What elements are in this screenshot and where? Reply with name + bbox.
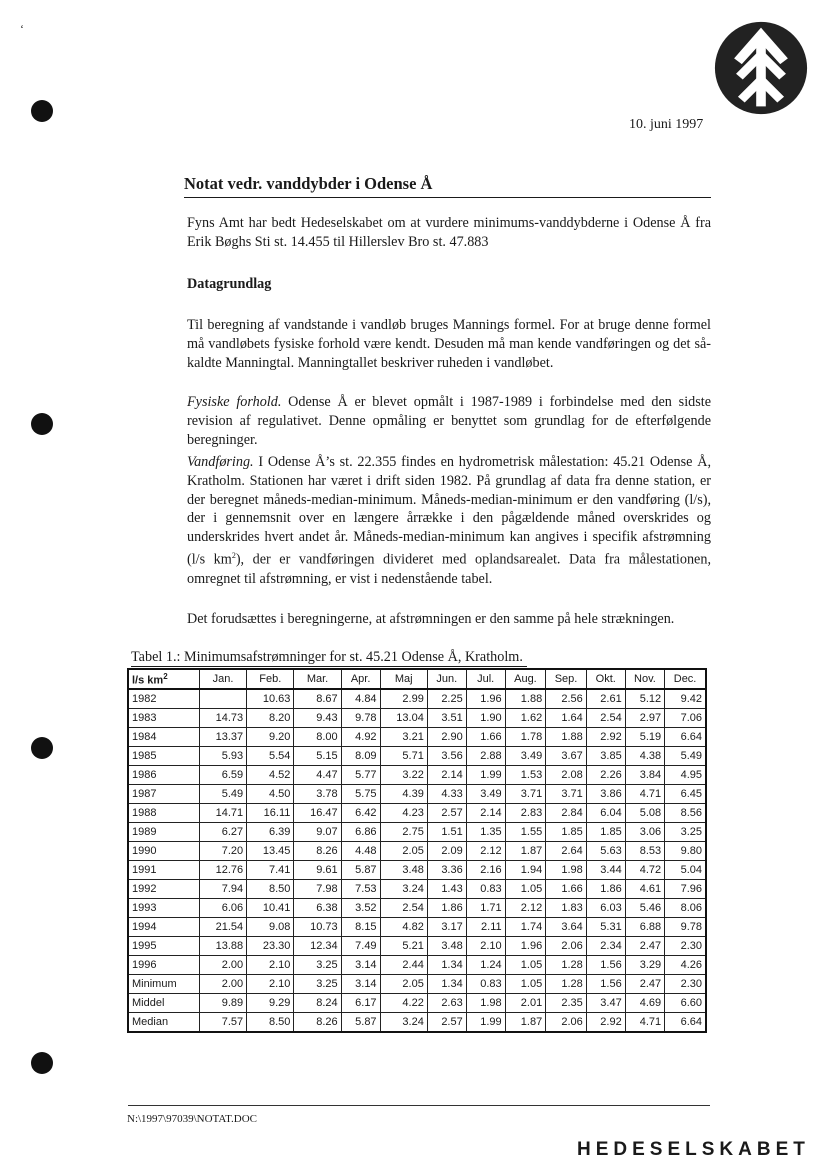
table-cell: 8.67 — [294, 689, 341, 709]
table-cell: 3.48 — [380, 861, 427, 880]
table-cell: 2.09 — [427, 842, 466, 861]
table-cell: 2.26 — [586, 766, 625, 785]
table-cell: 1.64 — [546, 709, 587, 728]
row-label: 1987 — [128, 785, 199, 804]
table-cell: 3.44 — [586, 861, 625, 880]
table-cell: 2.10 — [247, 956, 294, 975]
vandforing-superscript: 2 — [231, 550, 236, 560]
table-cell: 5.87 — [341, 1013, 380, 1033]
table-cell: 3.17 — [427, 918, 466, 937]
row-label: 1992 — [128, 880, 199, 899]
table-cell: 1.05 — [505, 956, 546, 975]
table-cell: 3.52 — [341, 899, 380, 918]
table-cell: 3.21 — [380, 728, 427, 747]
brand-name: HEDESELSKABET — [577, 1139, 810, 1160]
table-cell: 2.30 — [665, 975, 706, 994]
row-label: 1996 — [128, 956, 199, 975]
table-cell: 5.71 — [380, 747, 427, 766]
table-cell: 5.46 — [625, 899, 664, 918]
table-cell: 2.57 — [427, 804, 466, 823]
table-cell: 5.49 — [665, 747, 706, 766]
month-header: Nov. — [625, 669, 664, 689]
table-cell: 6.39 — [247, 823, 294, 842]
table-cell: 5.19 — [625, 728, 664, 747]
table-cell: 1.71 — [466, 899, 505, 918]
page-title: Notat vedr. vanddybder i Odense Å — [184, 174, 711, 198]
table-cell: 2.64 — [546, 842, 587, 861]
assumption-paragraph: Det forudsættes i beregningerne, at afstrømningen er den samme på hele strækningen. — [187, 611, 675, 627]
table-cell: 2.05 — [380, 975, 427, 994]
table-cell: 13.04 — [380, 709, 427, 728]
table-cell: 3.67 — [546, 747, 587, 766]
table-cell: 21.54 — [199, 918, 246, 937]
table-cell: 5.93 — [199, 747, 246, 766]
document-date: 10. juni 1997 — [629, 117, 704, 132]
table-caption: Tabel 1.: Minimumsafstrømninger for st. 45.21 Odense Å, Kratholm. — [131, 649, 527, 667]
table-cell: 2.61 — [586, 689, 625, 709]
table-cell: 2.11 — [466, 918, 505, 937]
table-cell: 5.49 — [199, 785, 246, 804]
table-cell: 14.73 — [199, 709, 246, 728]
table-cell: 9.78 — [665, 918, 706, 937]
table-cell: 7.57 — [199, 1013, 246, 1033]
table-cell: 1.86 — [586, 880, 625, 899]
table-row — [128, 975, 706, 994]
table-cell: 1.99 — [466, 1013, 505, 1033]
table-cell: 1.88 — [546, 728, 587, 747]
table-row — [128, 1013, 706, 1033]
table-cell: 1.34 — [427, 975, 466, 994]
table-cell: 5.75 — [341, 785, 380, 804]
table-cell: 6.42 — [341, 804, 380, 823]
row-label: 1983 — [128, 709, 199, 728]
table-cell: 5.04 — [665, 861, 706, 880]
table-cell: 4.48 — [341, 842, 380, 861]
table-cell: 2.35 — [546, 994, 587, 1013]
vandforing-paragraph — [187, 453, 711, 588]
table-cell: 2.08 — [546, 766, 587, 785]
table-cell: 6.27 — [199, 823, 246, 842]
table-cell: 9.29 — [247, 994, 294, 1013]
table-cell: 6.60 — [665, 994, 706, 1013]
table-row — [128, 861, 706, 880]
table-cell: 4.26 — [665, 956, 706, 975]
table-cell: 2.54 — [586, 709, 625, 728]
table-cell: 1.66 — [466, 728, 505, 747]
table-cell: 3.24 — [380, 880, 427, 899]
fysiske-forhold-paragraph — [187, 393, 711, 449]
table-cell: 6.64 — [665, 728, 706, 747]
table-cell: 8.00 — [294, 728, 341, 747]
table-cell: 1.96 — [466, 689, 505, 709]
table-cell: 3.25 — [294, 975, 341, 994]
month-header: Apr. — [341, 669, 380, 689]
table-cell: 4.69 — [625, 994, 664, 1013]
table-cell: 10.41 — [247, 899, 294, 918]
table-cell: 3.56 — [427, 747, 466, 766]
table-cell: 7.94 — [199, 880, 246, 899]
table-cell: 2.06 — [546, 1013, 587, 1033]
row-label: 1982 — [128, 689, 199, 709]
row-label: 1985 — [128, 747, 199, 766]
table-cell: 4.38 — [625, 747, 664, 766]
fysiske-forhold-text: Odense Å er blevet opmålt i 1987-1989 i forbindelse med den sidste revision af regulativet. Denne opmåling er benyttet som grundlag for de efterfølgende beregninger. — [187, 394, 711, 448]
table-cell: 4.84 — [341, 689, 380, 709]
table-cell: 3.78 — [294, 785, 341, 804]
table-cell: 1.51 — [427, 823, 466, 842]
table-cell: 13.37 — [199, 728, 246, 747]
vandforing-text-2: ), der er vandføringen divideret med oplandsarealet. Data fra målestationen, omregnet til afstrømning, er vist i nedenstående tabel. — [187, 551, 711, 587]
row-label: 1989 — [128, 823, 199, 842]
table-cell: 6.45 — [665, 785, 706, 804]
runoff-table — [127, 668, 707, 1033]
table-cell: 6.04 — [586, 804, 625, 823]
table-cell: 8.50 — [247, 1013, 294, 1033]
table-cell: 2.10 — [247, 975, 294, 994]
table-cell: 8.15 — [341, 918, 380, 937]
table-cell: 9.78 — [341, 709, 380, 728]
month-header: Jun. — [427, 669, 466, 689]
table-cell: 2.63 — [427, 994, 466, 1013]
row-label: Middel — [128, 994, 199, 1013]
table-cell: 4.52 — [247, 766, 294, 785]
table-row — [128, 937, 706, 956]
table-cell: 1.98 — [546, 861, 587, 880]
table-cell: 2.75 — [380, 823, 427, 842]
table-row — [128, 747, 706, 766]
table-cell: 6.38 — [294, 899, 341, 918]
month-header: Jul. — [466, 669, 505, 689]
table-cell: 3.25 — [665, 823, 706, 842]
table-cell: 6.86 — [341, 823, 380, 842]
table-cell: 13.45 — [247, 842, 294, 861]
table-cell: 1.99 — [466, 766, 505, 785]
row-label: Minimum — [128, 975, 199, 994]
table-cell: 9.07 — [294, 823, 341, 842]
table-cell: 2.05 — [380, 842, 427, 861]
table-cell: 1.05 — [505, 880, 546, 899]
table-cell: 1.53 — [505, 766, 546, 785]
table-row — [128, 918, 706, 937]
row-label: 1986 — [128, 766, 199, 785]
table-cell: 2.01 — [505, 994, 546, 1013]
table-cell: 9.80 — [665, 842, 706, 861]
table-cell: 4.39 — [380, 785, 427, 804]
table-row — [128, 842, 706, 861]
table-row — [128, 899, 706, 918]
margin-mark: ‘ — [20, 22, 24, 36]
table-cell: 2.34 — [586, 937, 625, 956]
row-label: 1990 — [128, 842, 199, 861]
table-cell: 4.71 — [625, 785, 664, 804]
table-cell: 7.98 — [294, 880, 341, 899]
table-cell: 3.71 — [505, 785, 546, 804]
table-cell: 1.24 — [466, 956, 505, 975]
table-cell: 7.20 — [199, 842, 246, 861]
table-cell: 3.36 — [427, 861, 466, 880]
table-cell: 3.49 — [505, 747, 546, 766]
table-cell: 3.14 — [341, 975, 380, 994]
table-cell: 0.83 — [466, 880, 505, 899]
table-cell: 4.22 — [380, 994, 427, 1013]
table-cell: 14.71 — [199, 804, 246, 823]
table-cell: 4.92 — [341, 728, 380, 747]
fysiske-forhold-label: Fysiske forhold. — [187, 394, 282, 410]
table-cell: 8.24 — [294, 994, 341, 1013]
table-cell: 8.20 — [247, 709, 294, 728]
table-cell: 4.71 — [625, 1013, 664, 1033]
table-cell: 6.88 — [625, 918, 664, 937]
row-label: 1995 — [128, 937, 199, 956]
table-cell: 1.43 — [427, 880, 466, 899]
month-header: Mar. — [294, 669, 341, 689]
table-row — [128, 728, 706, 747]
row-label: 1988 — [128, 804, 199, 823]
month-header: Aug. — [505, 669, 546, 689]
table-cell: 3.25 — [294, 956, 341, 975]
table-cell: 1.62 — [505, 709, 546, 728]
table-cell: 1.88 — [505, 689, 546, 709]
table-cell: 4.61 — [625, 880, 664, 899]
hedeselskabet-logo — [713, 20, 809, 116]
table-row — [128, 709, 706, 728]
table-cell: 3.51 — [427, 709, 466, 728]
table-cell: 3.14 — [341, 956, 380, 975]
table-cell: 0.83 — [466, 975, 505, 994]
table-cell: 2.14 — [466, 804, 505, 823]
table-cell: 6.64 — [665, 1013, 706, 1033]
table-cell: 9.43 — [294, 709, 341, 728]
table-cell: 1.35 — [466, 823, 505, 842]
table-row — [128, 785, 706, 804]
footer-rule — [128, 1105, 710, 1106]
table-cell: 5.12 — [625, 689, 664, 709]
table-cell: 1.86 — [427, 899, 466, 918]
table-cell: 4.33 — [427, 785, 466, 804]
table-cell — [199, 689, 246, 709]
row-label: 1984 — [128, 728, 199, 747]
table-cell: 6.17 — [341, 994, 380, 1013]
table-cell: 3.85 — [586, 747, 625, 766]
table-unit-header: l/s $km^2$ — [128, 669, 199, 689]
section-heading-datagrundlag: Datagrundlag — [187, 276, 272, 292]
table-cell: 3.47 — [586, 994, 625, 1013]
table-cell: 2.00 — [199, 975, 246, 994]
table-row — [128, 956, 706, 975]
table-cell: 16.11 — [247, 804, 294, 823]
table-cell: 4.95 — [665, 766, 706, 785]
table-cell: 2.88 — [466, 747, 505, 766]
table-cell: 1.74 — [505, 918, 546, 937]
table-cell: 2.92 — [586, 1013, 625, 1033]
table-cell: 1.28 — [546, 975, 587, 994]
table-cell: 2.44 — [380, 956, 427, 975]
table-cell: 1.96 — [505, 937, 546, 956]
table-cell: 13.88 — [199, 937, 246, 956]
table-cell: 23.30 — [247, 937, 294, 956]
table-cell: 12.34 — [294, 937, 341, 956]
table-cell: 2.92 — [586, 728, 625, 747]
table-cell: 5.21 — [380, 937, 427, 956]
table-cell: 9.08 — [247, 918, 294, 937]
vandforing-label: Vandføring. — [187, 454, 254, 470]
table-cell: 2.56 — [546, 689, 587, 709]
table-cell: 7.49 — [341, 937, 380, 956]
table-cell: 4.82 — [380, 918, 427, 937]
month-header: Dec. — [665, 669, 706, 689]
month-header: Okt. — [586, 669, 625, 689]
table-cell: 2.90 — [427, 728, 466, 747]
table-header-row — [128, 669, 706, 689]
table-cell: 3.64 — [546, 918, 587, 937]
vandforing-text-1: I Odense Å’s st. 22.355 findes en hydrometrisk målestation: 45.21 Odense Å, Kratholm. Stationen har været i drift siden 1982. På grundlag af data fra denne station, er der beregnet måneds-median-minimum. Måneds-median-minimum er den vandføring (l/s), der i gennemsnit over en længere årrække i den pågældende måned overskrides og underskrides hvert andet år. Måneds-median-minimum kan angives i specifik afstrømning (l/s km — [187, 454, 711, 568]
table-cell: 2.84 — [546, 804, 587, 823]
table-row — [128, 880, 706, 899]
table-cell: 2.30 — [665, 937, 706, 956]
table-body — [128, 689, 706, 1032]
table-cell: 1.66 — [546, 880, 587, 899]
table-cell: 2.47 — [625, 937, 664, 956]
intro-paragraph: Fyns Amt har bedt Hedeselskabet om at vurdere minimums-vanddybderne i Odense Å fra Erik Bøghs Sti st. 14.455 til Hillerslev Bro st. 47.883 — [187, 215, 711, 250]
table-cell: 3.24 — [380, 1013, 427, 1033]
table-cell: 3.49 — [466, 785, 505, 804]
table-cell: 3.71 — [546, 785, 587, 804]
table-cell: 5.15 — [294, 747, 341, 766]
table-cell: 5.87 — [341, 861, 380, 880]
table-row — [128, 689, 706, 709]
table-cell: 2.57 — [427, 1013, 466, 1033]
table-cell: 2.00 — [199, 956, 246, 975]
table-cell: 7.41 — [247, 861, 294, 880]
table-cell: 6.03 — [586, 899, 625, 918]
table-cell: 4.50 — [247, 785, 294, 804]
table-cell: 1.55 — [505, 823, 546, 842]
table-cell: 2.47 — [625, 975, 664, 994]
month-header: Sep. — [546, 669, 587, 689]
manning-paragraph: Til beregning af vandstande i vandløb bruges Mannings formel. For at bruge denne formel må vandløbets fysiske forhold være kendt. Desuden må man kende vandføringen og det så-kaldte Manningtal. Manningtallet beskriver ruheden i vandløbet. — [187, 317, 711, 371]
table-cell: 1.87 — [505, 1013, 546, 1033]
table-cell: 2.14 — [427, 766, 466, 785]
table-cell: 3.29 — [625, 956, 664, 975]
table-row — [128, 823, 706, 842]
table-cell: 1.78 — [505, 728, 546, 747]
table-cell: 1.87 — [505, 842, 546, 861]
table-cell: 7.96 — [665, 880, 706, 899]
table-cell: 1.94 — [505, 861, 546, 880]
row-label: 1991 — [128, 861, 199, 880]
table-cell: 5.54 — [247, 747, 294, 766]
table-cell: 2.83 — [505, 804, 546, 823]
table-cell: 1.34 — [427, 956, 466, 975]
table-cell: 3.86 — [586, 785, 625, 804]
table-cell: 2.06 — [546, 937, 587, 956]
table-cell: 3.48 — [427, 937, 466, 956]
table-cell: 4.47 — [294, 766, 341, 785]
punch-hole-1 — [31, 100, 53, 122]
table-cell: 1.56 — [586, 956, 625, 975]
table-cell: 9.42 — [665, 689, 706, 709]
table-cell: 2.99 — [380, 689, 427, 709]
table-cell: 4.72 — [625, 861, 664, 880]
table-cell: 6.06 — [199, 899, 246, 918]
table-cell: 3.06 — [625, 823, 664, 842]
table-cell: 6.59 — [199, 766, 246, 785]
table-cell: 9.20 — [247, 728, 294, 747]
table-cell: 1.56 — [586, 975, 625, 994]
table-cell: 8.50 — [247, 880, 294, 899]
table-cell: 2.16 — [466, 861, 505, 880]
punch-hole-3 — [31, 737, 53, 759]
table-row — [128, 766, 706, 785]
table-cell: 8.26 — [294, 842, 341, 861]
table-cell: 3.22 — [380, 766, 427, 785]
table-cell: 8.26 — [294, 1013, 341, 1033]
table-row — [128, 804, 706, 823]
table-cell: 2.12 — [466, 842, 505, 861]
table-cell: 1.90 — [466, 709, 505, 728]
table-cell: 2.54 — [380, 899, 427, 918]
table-cell: 8.53 — [625, 842, 664, 861]
table-cell: 5.63 — [586, 842, 625, 861]
table-cell: 8.09 — [341, 747, 380, 766]
punch-hole-4 — [31, 1052, 53, 1074]
table-cell: 1.83 — [546, 899, 587, 918]
table-cell: 7.53 — [341, 880, 380, 899]
table-cell: 7.06 — [665, 709, 706, 728]
table-cell: 1.98 — [466, 994, 505, 1013]
table-cell: 5.08 — [625, 804, 664, 823]
table-cell: 1.28 — [546, 956, 587, 975]
row-label: 1994 — [128, 918, 199, 937]
table-cell: 2.10 — [466, 937, 505, 956]
month-header: Jan. — [199, 669, 246, 689]
table-cell: 4.23 — [380, 804, 427, 823]
table-cell: 16.47 — [294, 804, 341, 823]
table-cell: 2.97 — [625, 709, 664, 728]
punch-hole-2 — [31, 413, 53, 435]
table-row — [128, 994, 706, 1013]
footer-file-path: N:\1997\97039\NOTAT.DOC — [127, 1113, 257, 1125]
row-label: Median — [128, 1013, 199, 1033]
table-cell: 9.89 — [199, 994, 246, 1013]
table-cell: 1.85 — [586, 823, 625, 842]
table-cell: 10.63 — [247, 689, 294, 709]
table-cell: 1.85 — [546, 823, 587, 842]
table-cell: 5.31 — [586, 918, 625, 937]
row-label: 1993 — [128, 899, 199, 918]
table-cell: 2.12 — [505, 899, 546, 918]
table-cell: 9.61 — [294, 861, 341, 880]
table-cell: 10.73 — [294, 918, 341, 937]
table-cell: 3.84 — [625, 766, 664, 785]
month-header: Feb. — [247, 669, 294, 689]
table-cell: 8.56 — [665, 804, 706, 823]
table-cell: 1.05 — [505, 975, 546, 994]
table-cell: 12.76 — [199, 861, 246, 880]
table-cell: 5.77 — [341, 766, 380, 785]
month-header: Maj — [380, 669, 427, 689]
table-cell: 8.06 — [665, 899, 706, 918]
table-cell: 2.25 — [427, 689, 466, 709]
